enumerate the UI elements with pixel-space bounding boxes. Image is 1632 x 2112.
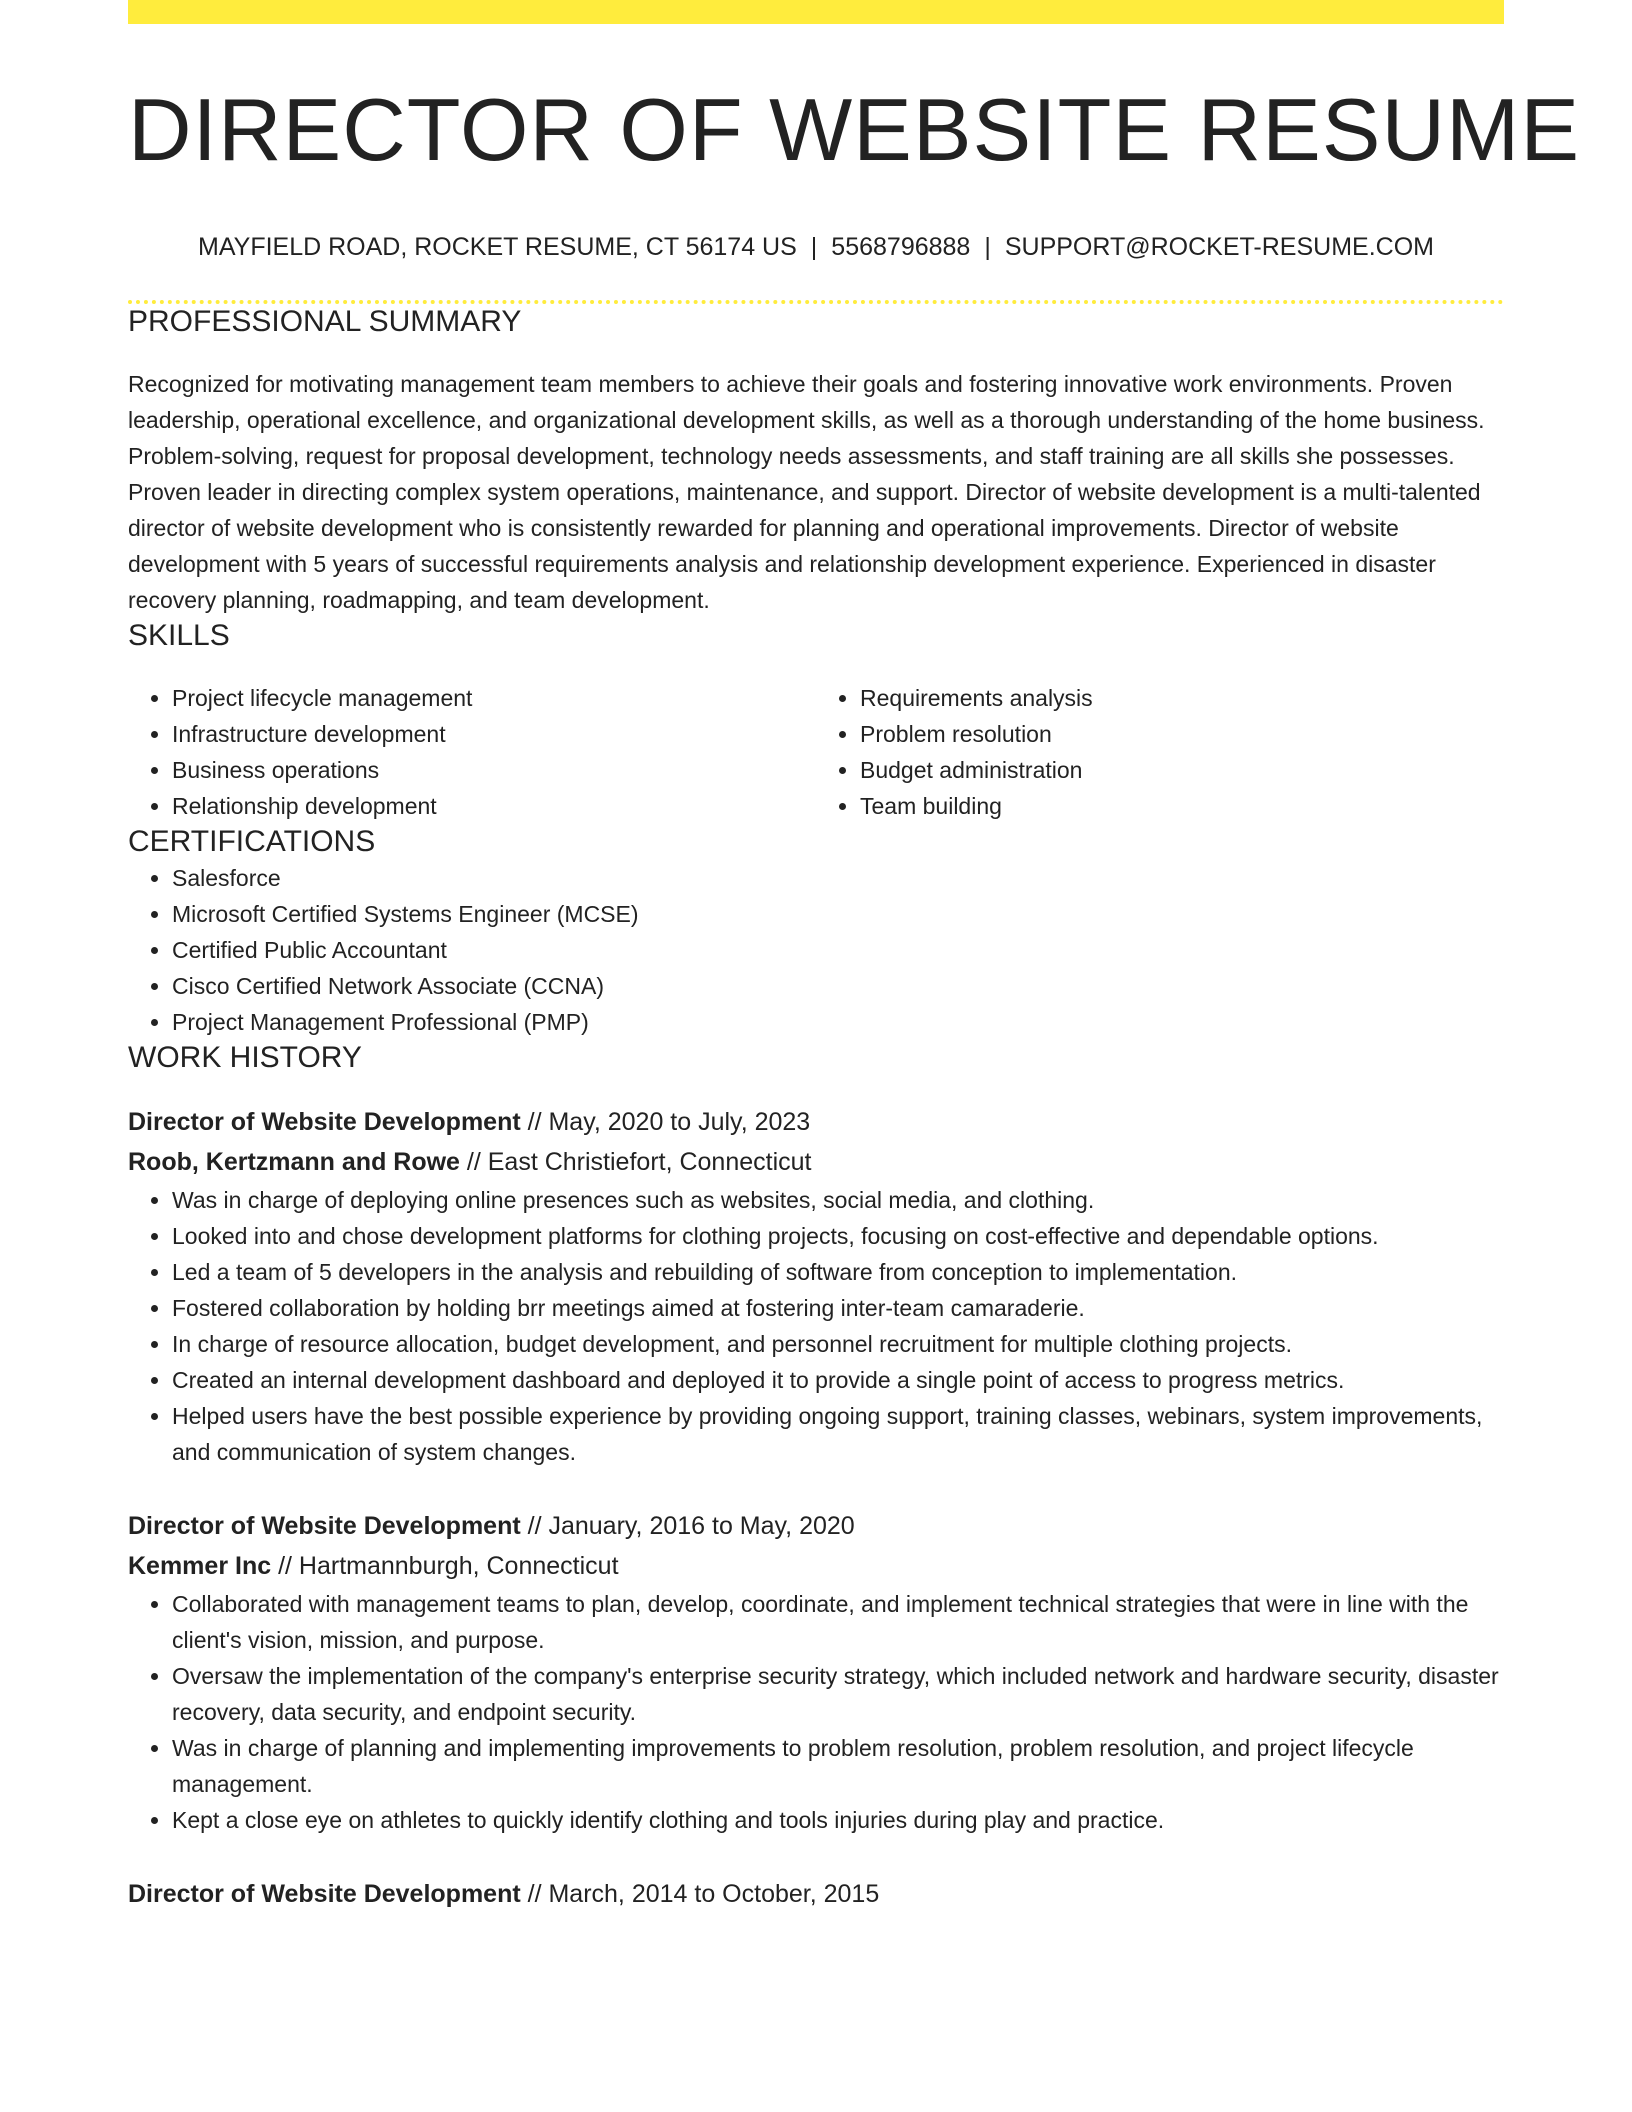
certifications-list <box>128 860 1504 1040</box>
job-duty: • Kept a close eye on athletes to quickly identify clothing and tools injuries during play and practice. <box>172 1802 1504 1838</box>
job-title-line <box>128 1874 1504 1914</box>
skill-item: • Budget administration <box>860 752 1504 788</box>
job-company-line <box>128 1546 1504 1586</box>
contact-email: SUPPORT@ROCKET-RESUME.COM <box>1004 233 1434 261</box>
job-duty: • Looked into and chose development platforms for clothing projects, focusing on cost-effective and dependable options. <box>172 1218 1504 1254</box>
job-entry <box>128 1506 1504 1838</box>
skill-item: • Relationship development <box>172 788 816 824</box>
summary-heading: PROFESSIONAL SUMMARY <box>128 305 522 338</box>
job-duty: • Was in charge of planning and implementing improvements to problem resolution, problem resolution, and project lifecycle management. <box>172 1730 1504 1802</box>
contact-separator: | <box>810 233 818 261</box>
resume-page <box>128 0 1581 1914</box>
contact-address: MAYFIELD ROAD, ROCKET RESUME, CT 56174 US <box>198 233 797 261</box>
certification-item: • Cisco Certified Network Associate (CCNA) <box>172 968 1504 1004</box>
job-company: Roob, Kertzmann and Rowe <box>128 1148 460 1176</box>
skills-heading: SKILLS <box>128 619 230 652</box>
job-dates: // January, 2016 to May, 2020 <box>520 1512 855 1540</box>
certification-item: • Microsoft Certified Systems Engineer (MCSE) <box>172 896 1504 932</box>
job-title: Director of Website Development <box>128 1880 521 1908</box>
skill-item: • Requirements analysis <box>860 680 1504 716</box>
certification-item: • Salesforce <box>172 860 1504 896</box>
summary-text: Recognized for motivating management team members to achieve their goals and fostering innovative work environments. Proven leadership, operational excellence, and organizational development skills, as well as a thorough understanding of the home business. Problem-solving, request for proposal development, technology needs assessments, and staff training are all skills she possesses. Proven leader in directing complex system operations, maintenance, and support. Director of website development is a multi-talented director of website development who is consistently rewarded for planning and operational improvements. Director of website development with 5 years of successful requirements analysis and relationship development experience. Experienced in disaster recovery planning, roadmapping, and team development. <box>128 371 1485 613</box>
job-dates: // May, 2020 to July, 2023 <box>520 1108 811 1136</box>
skill-item: • Project lifecycle management <box>172 680 816 716</box>
job-duty: • Led a team of 5 developers in the analysis and rebuilding of software from conception to implementation. <box>172 1254 1504 1290</box>
job-duties-list <box>128 1182 1504 1470</box>
top-accent-bar <box>128 0 1504 24</box>
job-company-line <box>128 1142 1504 1182</box>
job-entry <box>128 1874 1504 1914</box>
job-company: Kemmer Inc <box>128 1552 272 1580</box>
job-title-line <box>128 1102 1504 1142</box>
work-history-heading: WORK HISTORY <box>128 1041 362 1074</box>
skills-list-right <box>816 680 1504 824</box>
job-title-line <box>128 1506 1504 1546</box>
job-entry <box>128 1102 1504 1470</box>
job-duty: • Created an internal development dashboard and deployed it to provide a single point of access to progress metrics. <box>172 1362 1504 1398</box>
job-location: // East Christiefort, Connecticut <box>459 1148 812 1176</box>
skill-item: • Problem resolution <box>860 716 1504 752</box>
certification-item: • Certified Public Accountant <box>172 932 1504 968</box>
job-title: Director of Website Development <box>128 1512 521 1540</box>
skills-grid <box>128 680 1504 824</box>
skill-item: • Infrastructure development <box>172 716 816 752</box>
skill-item: • Team building <box>860 788 1504 824</box>
job-duty: • Collaborated with management teams to plan, develop, coordinate, and implement technical strategies that were in line with the client's vision, mission, and purpose. <box>172 1586 1504 1658</box>
job-duty: • Fostered collaboration by holding brr meetings aimed at fostering inter-team camaraderie. <box>172 1290 1504 1326</box>
contact-phone: 5568796888 <box>831 233 971 261</box>
job-duty: • Oversaw the implementation of the company's enterprise security strategy, which included network and hardware security, disaster recovery, data security, and endpoint security. <box>172 1658 1504 1730</box>
job-location: // Hartmannburgh, Connecticut <box>271 1552 619 1580</box>
skill-item: • Business operations <box>172 752 816 788</box>
contact-separator: | <box>984 233 991 261</box>
resume-title: DIRECTOR OF WEBSITE RESUME <box>128 80 1581 179</box>
job-duties-list <box>128 1586 1504 1838</box>
skills-list-left <box>128 680 816 824</box>
job-duty: • Helped users have the best possible experience by providing ongoing support, training classes, webinars, system improvements, and communication of system changes. <box>172 1398 1504 1470</box>
job-duty: • In charge of resource allocation, budget development, and personnel recruitment for multiple clothing projects. <box>172 1326 1504 1362</box>
job-duty: • Was in charge of deploying online presences such as websites, social media, and clothing. <box>172 1182 1504 1218</box>
job-title: Director of Website Development <box>128 1108 521 1136</box>
contact-line <box>128 232 1504 262</box>
certifications-heading: CERTIFICATIONS <box>128 825 376 858</box>
certification-item: • Project Management Professional (PMP) <box>172 1004 1504 1040</box>
job-dates: // March, 2014 to October, 2015 <box>520 1880 880 1908</box>
